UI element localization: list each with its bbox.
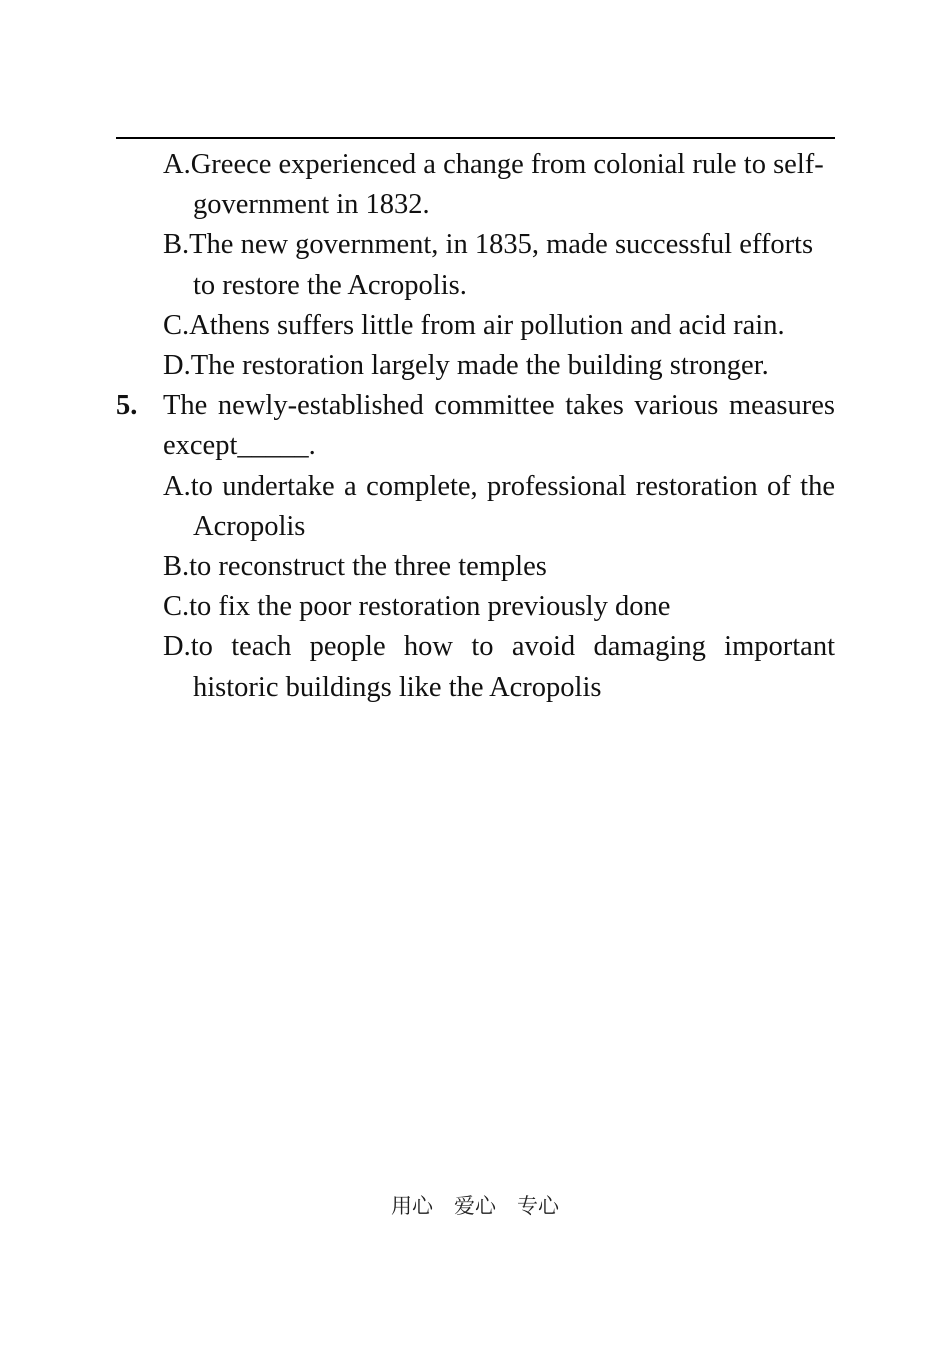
question-5-number: 5. (116, 390, 138, 422)
question-5-stem (116, 386, 835, 466)
q4-option-d (163, 346, 835, 386)
q5-option-c-letter: C. (163, 591, 190, 623)
q5-option-c (163, 587, 835, 627)
header-rule (116, 137, 835, 139)
q4-option-a (163, 145, 835, 225)
q4-option-b-letter: B. (163, 229, 190, 261)
q5-option-a (163, 467, 835, 547)
q5-option-d-text: to teach people how to avoid damaging important historic buildings like the Acropolis (190, 631, 835, 703)
q5-option-d-letter: D. (163, 631, 191, 663)
q4-option-c-letter: C. (163, 309, 190, 341)
q5-option-d (163, 627, 835, 707)
question-4-options (116, 145, 835, 386)
q5-option-b-letter: B. (163, 551, 190, 583)
q5-option-a-letter: A. (163, 470, 191, 502)
q5-option-c-text: to fix the poor restoration previously done (189, 591, 671, 623)
q4-option-b-text: The new government, in 1835, made successful efforts to restore the Acropolis. (189, 229, 814, 301)
q4-option-c (163, 306, 835, 346)
q4-option-d-letter: D. (163, 350, 191, 382)
question-content (116, 145, 835, 708)
question-5-options (116, 467, 835, 708)
q5-option-b (163, 547, 835, 587)
q4-option-c-text: Athens suffers little from air pollution and acid rain. (189, 309, 785, 341)
q4-option-a-text: Greece experienced a change from colonial rule to self-government in 1832. (190, 149, 824, 221)
q4-option-d-text: The restoration largely made the building stronger. (190, 350, 769, 382)
question-5-text: The newly-established committee takes various measures except_____. (163, 390, 835, 462)
q4-option-b (163, 225, 835, 305)
q4-option-a-letter: A. (163, 149, 191, 180)
q5-option-b-text: to reconstruct the three temples (189, 551, 547, 583)
page-footer: 用心 爱心 专心 (391, 1194, 559, 1218)
q5-option-a-text: to undertake a complete, professional restoration of the Acropolis (190, 470, 835, 542)
